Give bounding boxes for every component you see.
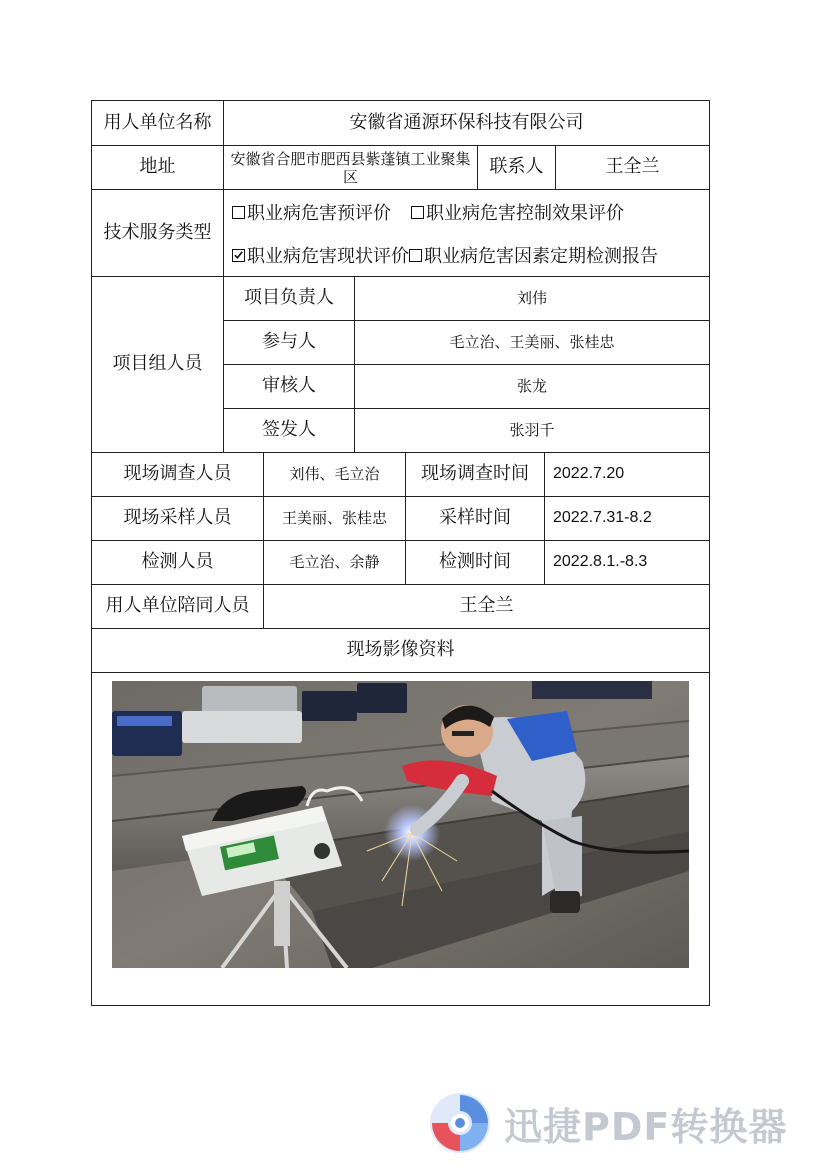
service-option-label: 职业病危害现状评价 <box>247 246 409 267</box>
survey-staff-label: 现场调查人员 <box>123 463 232 485</box>
site-photo <box>112 681 689 968</box>
address-label: 地址 <box>139 156 176 178</box>
team-role-leader: 项目负责人 <box>244 287 334 309</box>
team-name-leader: 刘伟 <box>516 288 547 307</box>
escort-label: 用人单位陪同人员 <box>105 595 250 617</box>
photo-section-label: 现场影像资料 <box>346 639 455 661</box>
sampling-staff-label: 现场采样人员 <box>123 507 232 529</box>
service-option-periodic-detection[interactable] <box>409 242 658 268</box>
testing-time-label: 检测时间 <box>439 551 511 573</box>
team-label: 项目组人员 <box>112 353 203 375</box>
service-option-control-effect[interactable] <box>411 199 624 225</box>
team-name-participants: 毛立治、王美丽、张桂忠 <box>449 332 615 351</box>
pdf-converter-logo-icon <box>428 1091 492 1155</box>
employer-value: 安徽省通源环保科技有限公司 <box>349 111 584 133</box>
service-option-label: 职业病危害预评价 <box>247 203 391 224</box>
checkbox-checked-icon[interactable] <box>232 249 245 262</box>
contact-label: 联系人 <box>489 156 544 178</box>
sampling-time-label: 采样时间 <box>439 507 511 529</box>
row-line <box>91 672 710 673</box>
survey-time-value: 2022.7.20 <box>553 465 625 483</box>
service-options-row-2 <box>232 243 658 267</box>
team-name-reviewer: 张龙 <box>516 376 547 395</box>
address-value: 安徽省合肥市肥西县紫蓬镇工业聚集区 <box>230 149 471 186</box>
service-option-label: 职业病危害控制效果评价 <box>426 203 624 224</box>
frame-bottom-line <box>91 1005 710 1006</box>
team-role-participants: 参与人 <box>262 331 316 353</box>
frame-right-line <box>709 100 710 1006</box>
survey-time-label: 现场调查时间 <box>421 463 529 485</box>
service-option-pre-assessment[interactable] <box>232 199 391 225</box>
watermark <box>428 1090 818 1156</box>
sampling-time-value: 2022.7.31-8.2 <box>553 509 652 527</box>
sampling-staff-value: 王美丽、张桂忠 <box>281 508 387 527</box>
team-name-issuer: 张羽千 <box>509 420 555 439</box>
survey-staff-value: 刘伟、毛立治 <box>289 464 380 483</box>
service-type-label: 技术服务类型 <box>103 221 212 243</box>
watermark-text: 迅捷PDF转换器 <box>504 1104 788 1149</box>
testing-staff-label: 检测人员 <box>141 551 214 573</box>
contact-value: 王全兰 <box>605 156 660 178</box>
service-option-status-assessment[interactable] <box>232 242 409 268</box>
team-role-reviewer: 审核人 <box>262 375 316 397</box>
checkbox-icon[interactable] <box>411 206 424 219</box>
testing-staff-value: 毛立治、余静 <box>289 552 380 571</box>
service-options-row-1 <box>232 200 624 224</box>
checkbox-icon[interactable] <box>409 249 422 262</box>
team-role-issuer: 签发人 <box>262 419 316 441</box>
testing-time-value: 2022.8.1.-8.3 <box>553 553 648 571</box>
service-option-label: 职业病危害因素定期检测报告 <box>424 246 658 267</box>
employer-label: 用人单位名称 <box>103 111 212 133</box>
checkbox-icon[interactable] <box>232 206 245 219</box>
escort-value: 王全兰 <box>459 595 514 617</box>
